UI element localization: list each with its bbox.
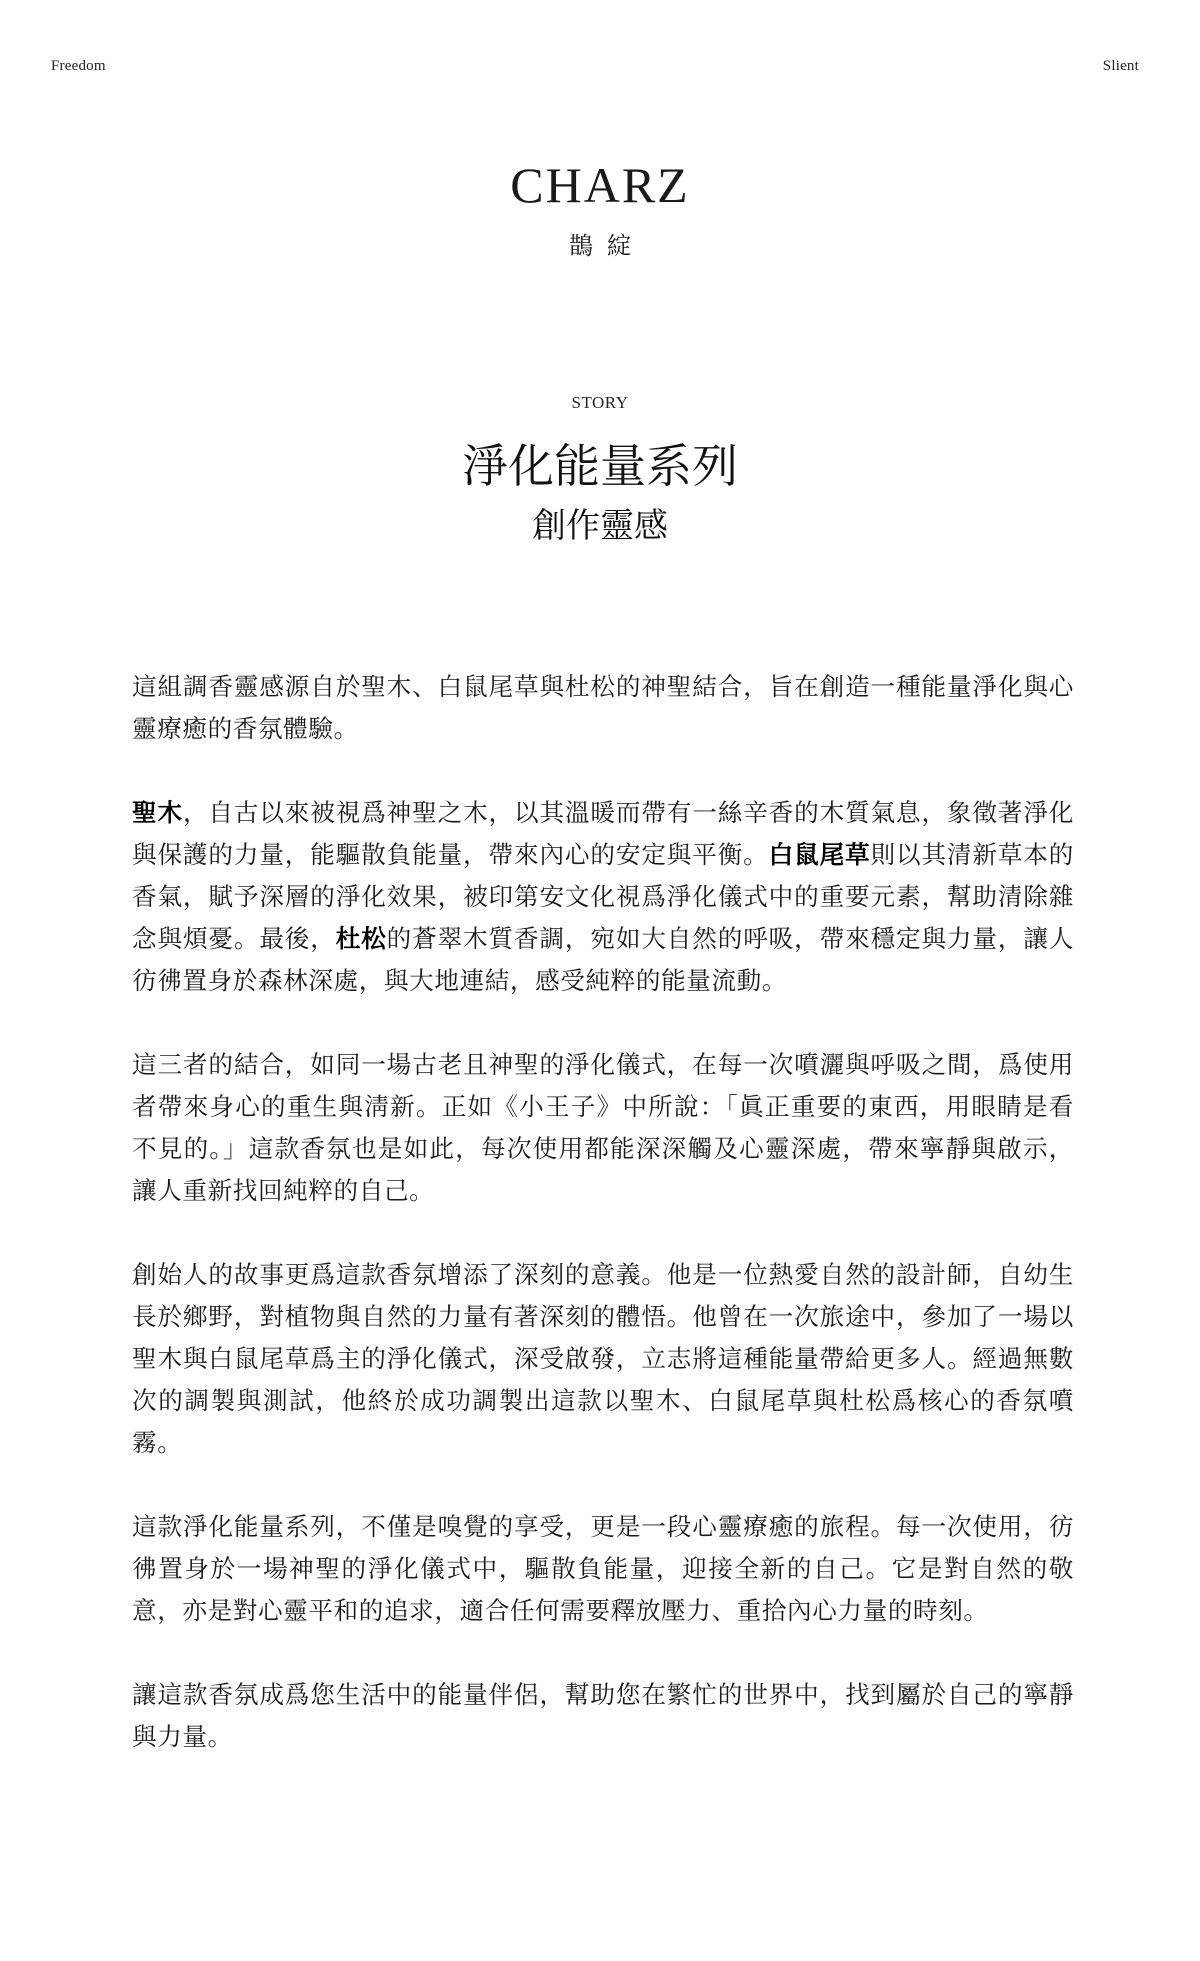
paragraph-ritual: 這三者的結合，如同一場古老且神聖的淨化儀式，在每一次噴灑與呼吸之間，爲使用者帶來身心的重生與淸新。正如《小王子》中所說：「眞正重要的東西，用眼睛是看不見的。」這款香氛也是如此，每次使用都能深深觸及心靈深處，帶來寧靜與啟示，讓人重新找回純粹的自己。 — [132, 1050, 1074, 1205]
paragraph-text: 的蒼翠木質香調，宛如大自然的呼吸，帶來穩定與力量，讓人彷彿置身於森林深處，與大地連結，感受純粹的能量流動。 — [132, 924, 1074, 995]
header-left-text: Freedom — [51, 58, 106, 74]
ingredient-juniper: 杜松 — [335, 924, 387, 953]
brand-chinese-name: 鵲綻 — [569, 232, 645, 260]
page-subtitle: 創作靈感 — [532, 506, 668, 546]
section-label: STORY — [571, 393, 629, 412]
paragraph-closing: 讓這款香氛成爲您生活中的能量伴侶，幫助您在繁忙的世界中，找到屬於自己的寧靜與力量。 — [132, 1680, 1074, 1751]
paragraph-text: 則以其清新草本的香氣，賦予深層的淨化效果，被印第安文化視爲淨化儀式中的重要元素，幫助清除雜念與煩憂。最後， — [132, 840, 1074, 953]
paragraph-text: ，自古以來被視爲神聖之木，以其溫暖而帶有一絲辛香的木質氣息，象徵著淨化與保護的力量，能驅散負能量，帶來內心的安定與平衡。 — [132, 798, 1074, 869]
paragraph-journey: 這款淨化能量系列，不僅是嗅覺的享受，更是一段心靈療癒的旅程。每一次使用，彷彿置身於一場神聖的淨化儀式中，驅散負能量，迎接全新的自己。它是對自然的敬意，亦是對心靈平和的追求，適合任何需要釋放壓力、重拾內心力量的時刻。 — [132, 1512, 1074, 1625]
ingredient-white-sage: 白鼠尾草 — [768, 840, 871, 869]
ingredient-palo-santo: 聖木 — [132, 798, 183, 827]
brand-block — [0, 157, 1200, 261]
page-title: 淨化能量系列 — [462, 439, 738, 493]
header-right-text: Slient — [1102, 58, 1139, 74]
paragraph-founder: 創始人的故事更爲這款香氛增添了深刻的意義。他是一位熱愛自然的設計師，自幼生長於鄉野，對植物與自然的力量有著深刻的體悟。他曾在一次旅途中，參加了一場以聖木與白鼠尾草爲主的淨化儀式，深受啟發，立志將這種能量帶給更多人。經過無數次的調製與測試，他終於成功調製出這款以聖木、白鼠尾草與杜松爲核心的香氛噴霧。 — [132, 1260, 1074, 1457]
paragraph-ingredients — [132, 792, 1074, 1002]
brand-logo[interactable]: CHARZ — [510, 157, 690, 213]
story-article — [132, 666, 1074, 1800]
paragraph-intro: 這組調香靈感源自於聖木、白鼠尾草與杜松的神聖結合，旨在創造一種能量淨化與心靈療癒的香氛體驗。 — [132, 672, 1074, 743]
